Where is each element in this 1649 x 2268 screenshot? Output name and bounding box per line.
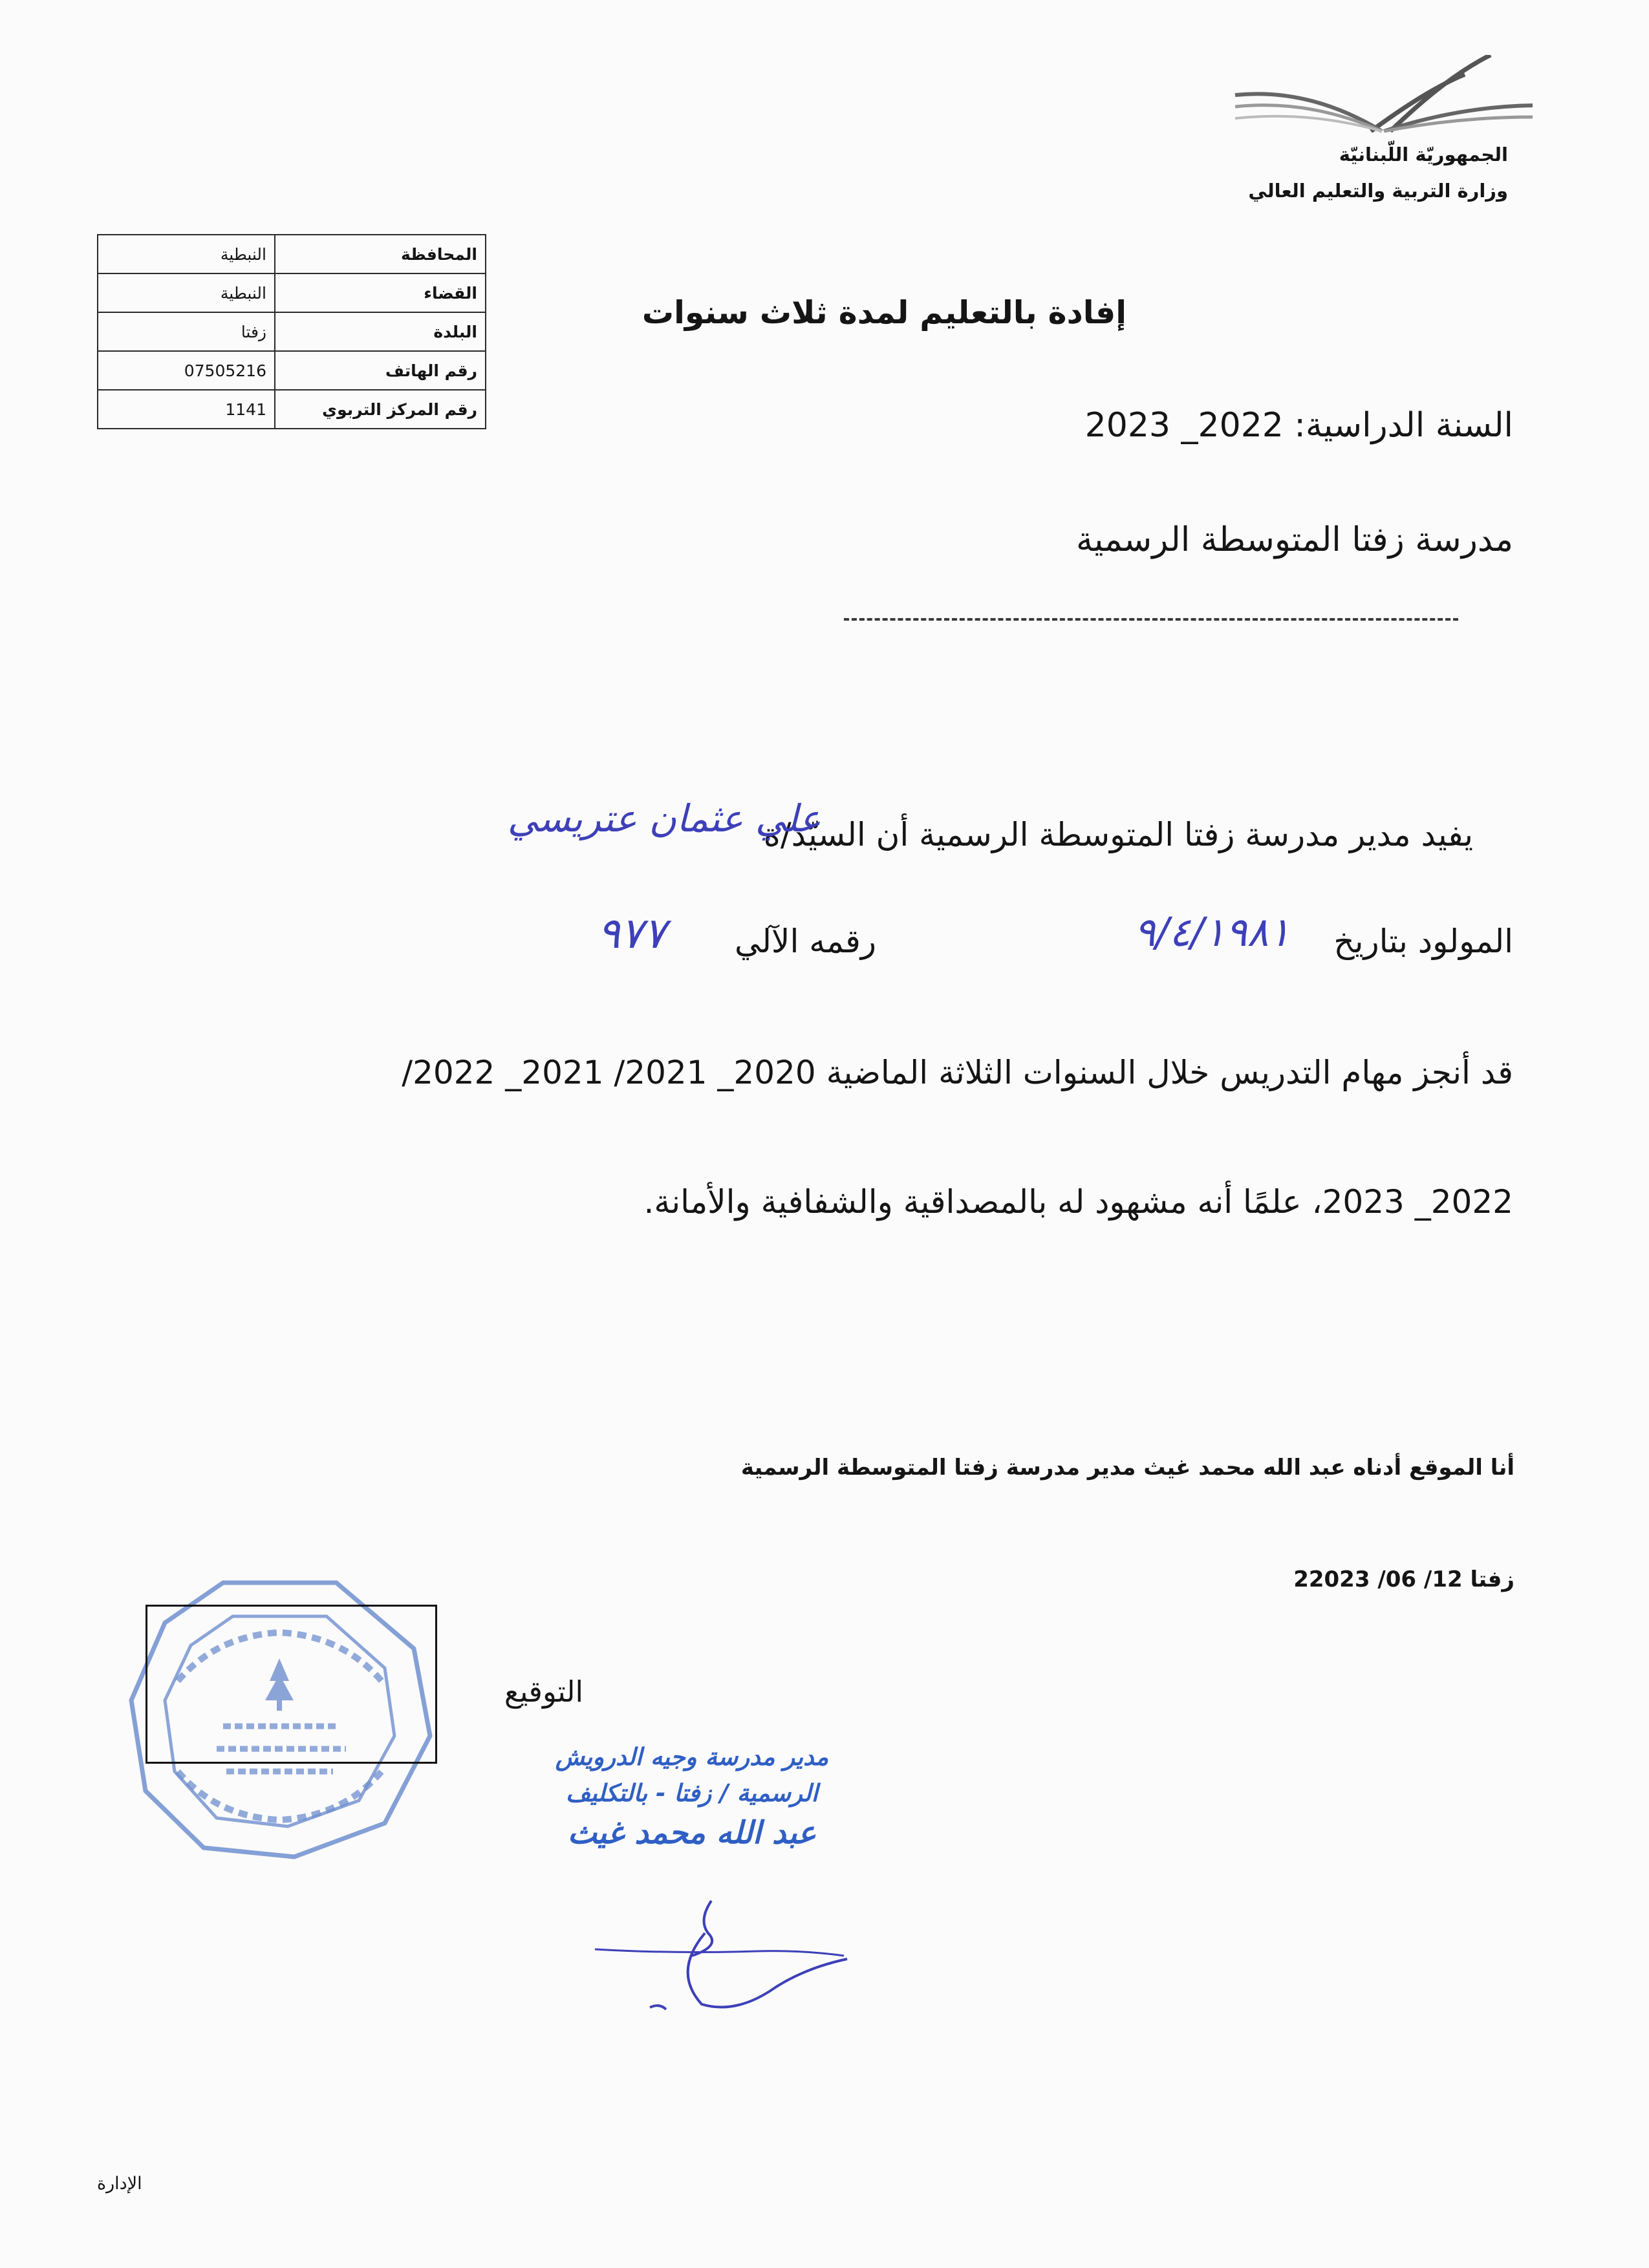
- paragraph-4: 2022_ 2023، علمًا أنه مشهود له بالمصداقية والشفافية والأمانة.: [643, 1183, 1513, 1221]
- place-and-date: زفتا 12/ 06/ 22023: [1293, 1567, 1514, 1592]
- governorate-value: النبطية: [98, 235, 275, 273]
- handwritten-signature-icon: [595, 1894, 854, 2024]
- district-value: النبطية: [98, 273, 275, 312]
- center-number-value: 1141: [98, 390, 275, 429]
- table-row: [98, 351, 486, 390]
- paragraph-3: قد أنجز مهام التدريس خلال السنوات الثلاثة الماضية 2020_ 2021/ 2021_ 2022/: [402, 1054, 1513, 1091]
- table-row: [98, 235, 486, 273]
- paragraph-1: يفيد مدير مدرسة زفتا المتوسطة الرسمية أن السيّد/ة: [763, 816, 1473, 853]
- signature-box: [146, 1605, 437, 1764]
- director-assignment: الرسمية / زفتا - بالتكليف: [566, 1779, 818, 1807]
- district-label: القضاء: [275, 273, 486, 312]
- republic-name: الجمهوريّة اللّبنانيّة: [1339, 144, 1508, 166]
- phone-label: رقم الهاتف: [275, 351, 486, 390]
- document-title: إفادة بالتعليم لمدة ثلاث سنوات: [641, 294, 1126, 331]
- open-book-logo-icon: [1232, 55, 1536, 133]
- town-value: زفتا: [98, 312, 275, 351]
- school-name: مدرسة زفتا المتوسطة الرسمية: [1076, 520, 1513, 559]
- center-number-label: رقم المركز التربوي: [275, 390, 486, 429]
- administration-label: الإدارة: [97, 2174, 142, 2194]
- table-row: [98, 273, 486, 312]
- handwritten-teacher-name: علي عثمان عتريسي: [507, 797, 821, 840]
- handwritten-registration-number: ٩٧٧: [597, 908, 666, 958]
- registration-number-label: رقمه الآلي: [735, 923, 876, 960]
- ministry-name: وزارة التربية والتعليم العالي: [1248, 180, 1508, 202]
- director-title: مدير مدرسة وجيه الدرويش: [555, 1743, 829, 1771]
- director-name: عبد الله محمد غيث: [567, 1815, 817, 1851]
- table-row: [98, 390, 486, 429]
- dashed-divider: [844, 618, 1458, 621]
- town-label: البلدة: [275, 312, 486, 351]
- director-stamp: [504, 1739, 879, 1907]
- birth-date-label: المولود بتاريخ: [1333, 923, 1513, 960]
- school-info-table: [97, 234, 486, 429]
- handwritten-birth-date: ٩/٤/١٩٨١: [1134, 908, 1290, 956]
- phone-value: 07505216: [98, 351, 275, 390]
- table-row: [98, 312, 486, 351]
- signer-statement: أنا الموقع أدناه عبد الله محمد غيث مدير مدرسة زفتا المتوسطة الرسمية: [740, 1455, 1514, 1481]
- signature-label: التوقيع: [504, 1674, 583, 1709]
- academic-year: السنة الدراسية: 2022_ 2023: [1084, 406, 1513, 445]
- governorate-label: المحافظة: [275, 235, 486, 273]
